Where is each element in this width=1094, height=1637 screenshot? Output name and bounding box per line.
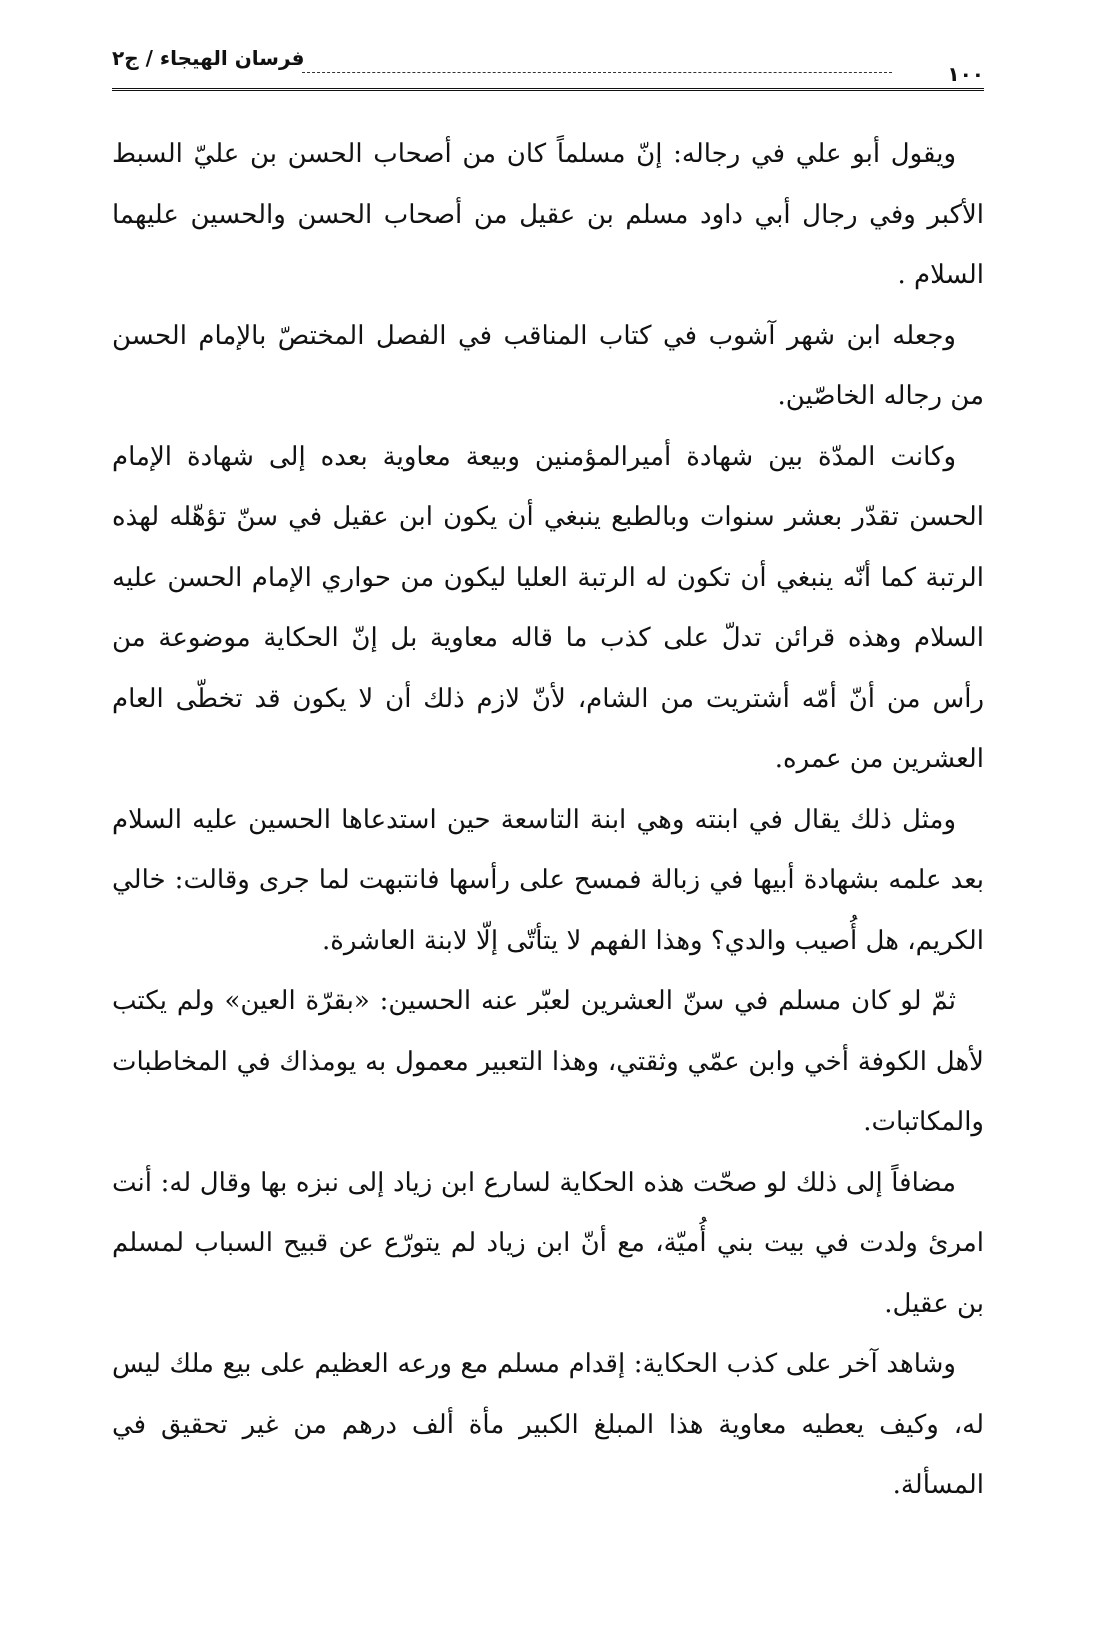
book-title: فرسان الهيجاء / ج٢ (112, 46, 305, 70)
paragraph: وكانت المدّة بين شهادة أميرالمؤمنين وبيعة معاوية بعده إلى شهادة الإمام الحسن تقدّر بعشر سنوات وبالطبع ينبغي أن يكون ابن عقيل في سنّ تؤهّله لهذه الرتبة كما أنّه ينبغي أن تكون له الرتبة العليا ليكون من حواري الإمام الحسن عليه السلام وهذه قرائن تدلّ على كذب ما قاله معاوية بل إنّ الحكاية موضوعة من رأس من أنّ أمّه أشتريت من الشام، لأنّ لازم ذلك أن لا يكون قد تخطّى العام العشرين من عمره. (112, 441, 984, 774)
page-body (112, 124, 984, 1516)
paragraph: مضافاً إلى ذلك لو صحّت هذه الحكاية لسارع ابن زياد إلى نبزه بها وقال له: أنت امرئ ولدت في بيت بني أُميّة، مع أنّ ابن زياد لم يتورّع عن قبيح السباب لمسلم بن عقيل. (112, 1167, 984, 1319)
paragraph: ومثل ذلك يقال في ابنته وهي ابنة التاسعة حين استدعاها الحسين عليه السلام بعد علمه بشهادة أبيها في زبالة فمسح على رأسها فانتبهت لما جرى وقالت: خالي الكريم، هل أُصيب والدي؟ وهذا الفهم لا يتأتّى إلّا لابنة العاشرة. (112, 804, 984, 956)
paragraph: ويقول أبو علي في رجاله: إنّ مسلماً كان من أصحاب الحسن بن عليّ السبط الأكبر وفي رجال أبي داود مسلم بن عقيل من أصحاب الحسن والحسين عليهما السلام . (112, 139, 984, 290)
paragraph: وجعله ابن شهر آشوب في كتاب المناقب في الفصل المختصّ بالإمام الحسن من رجاله الخاصّين. (112, 320, 984, 411)
paragraph: ثمّ لو كان مسلم في سنّ العشرين لعبّر عنه الحسين: «بقرّة العين» ولم يكتب لأهل الكوفة أخي وابن عمّي وثقتي، وهذا التعبير معمول به يومذاك في المخاطبات والمكاتبات. (112, 986, 984, 1137)
header-rule (112, 88, 984, 91)
paragraph: وشاهد آخر على كذب الحكاية: إقدام مسلم مع ورعه العظيم على بيع ملك ليس له، وكيف يعطيه معاوية هذا المبلغ الكبير مأة ألف درهم من غير تحقيق في المسألة. (112, 1349, 984, 1500)
page-number: ١٠٠ (947, 62, 984, 86)
header-dashed-line (302, 72, 892, 73)
page-header (112, 40, 984, 96)
